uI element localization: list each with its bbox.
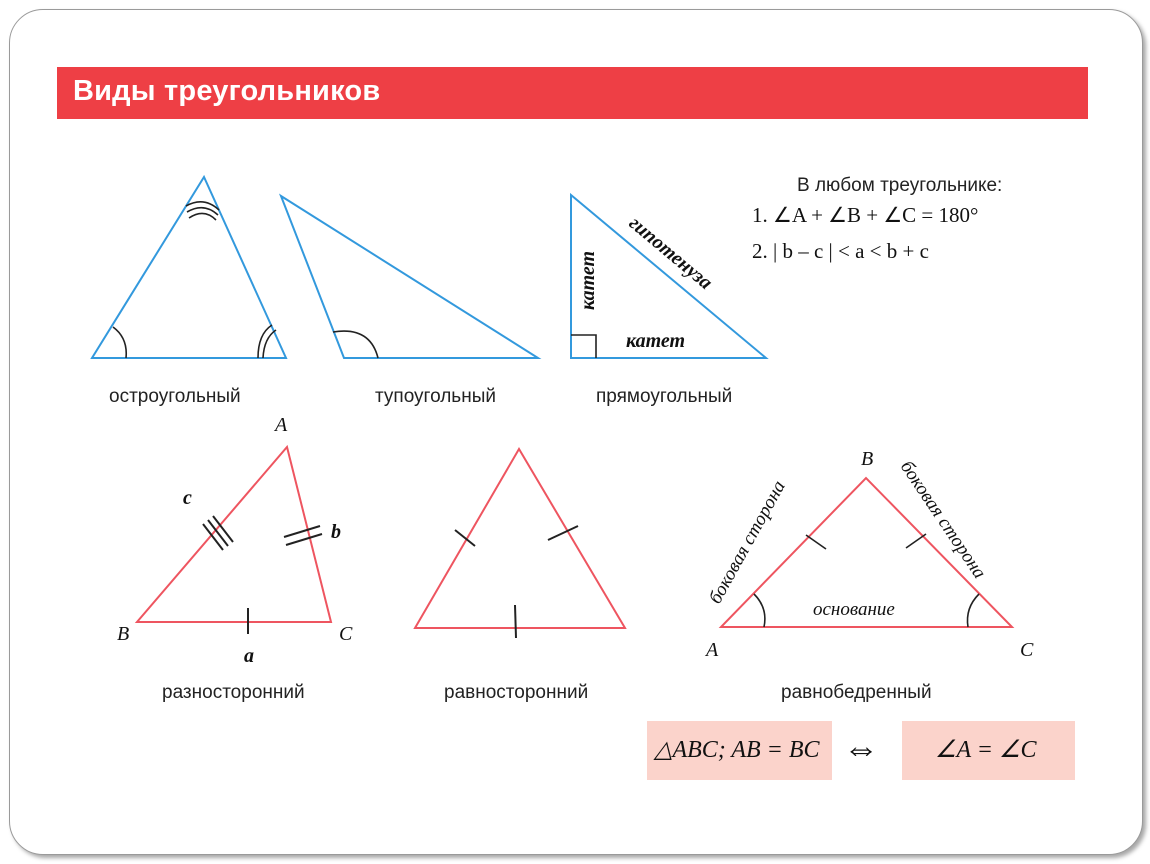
lateral-side-left-label: боковая сторона (705, 477, 790, 608)
lateral-side-right-label: боковая сторона (895, 457, 991, 583)
scalene-vertex-C: C (339, 623, 353, 645)
scalene-vertex-B: B (117, 623, 130, 645)
leg-vertical-label: катет (577, 250, 599, 310)
isosceles-label: равнобедренный (781, 682, 932, 703)
condition-text: △ABC; AB = BC (654, 737, 820, 763)
result-box (902, 721, 1075, 780)
hypotenuse-label: гипотенуза (624, 211, 717, 294)
acute-label: остроугольный (109, 386, 241, 407)
isosceles-vertex-C: C (1020, 639, 1034, 661)
property-inequality: 2. | b – c | < a < b + c (752, 239, 929, 263)
equilateral-triangle (415, 449, 625, 628)
properties-heading: В любом треугольнике: (797, 175, 1003, 196)
right-angle-mark (571, 335, 596, 358)
scalene-side-b: b (331, 521, 341, 543)
base-label: основание (813, 599, 895, 620)
equivalence-symbol: ⇔ (843, 728, 879, 768)
isosceles-vertex-A: A (706, 639, 719, 661)
obtuse-triangle (281, 196, 538, 358)
isosceles-vertex-B: B (861, 448, 874, 470)
scalene-vertex-A: A (275, 414, 288, 436)
equilateral-tick-marks (455, 526, 578, 638)
scalene-side-a: a (244, 645, 254, 667)
scalene-tick-marks (203, 516, 322, 634)
obtuse-label: тупоугольный (375, 386, 496, 407)
scalene-label: разносторонний (162, 682, 305, 703)
result-text: ∠A = ∠C (935, 737, 1037, 763)
condition-box (647, 721, 832, 780)
scalene-triangle (137, 447, 331, 622)
property-angle-sum: 1. ∠A + ∠B + ∠C = 180° (752, 203, 979, 227)
leg-horizontal-label: катет (626, 330, 686, 352)
slide-title: Виды треугольников (73, 75, 381, 107)
scalene-side-c: c (183, 487, 192, 509)
equilateral-label: равносторонний (444, 682, 589, 703)
right-label: прямоугольный (596, 386, 733, 407)
